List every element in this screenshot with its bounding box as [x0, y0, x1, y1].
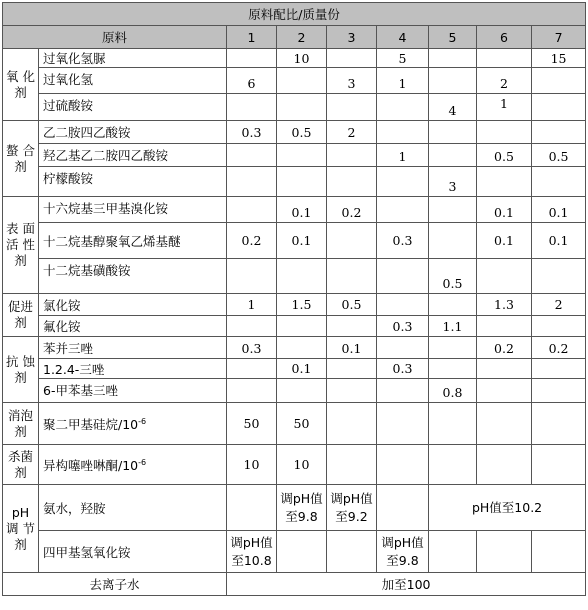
category-corrosion-inhibitor: 抗 蚀 剂 [3, 337, 39, 403]
cell-value: 0.3 [377, 316, 429, 337]
material-name: 柠檬酸铵 [39, 167, 227, 197]
cell-value: 0.8 [429, 379, 477, 403]
material-name: 过硫酸铵 [39, 94, 227, 121]
category-biocide: 杀菌 剂 [3, 445, 39, 485]
table-row [3, 485, 586, 531]
col-header-3: 3 [327, 26, 377, 49]
footer-row [3, 573, 586, 596]
category-ph-regulator: pH 调 节 剂 [3, 485, 39, 573]
cell-value: 0.5 [277, 121, 327, 144]
material-name [39, 403, 227, 445]
material-name: 氨水，羟胺 [39, 485, 227, 531]
cell-value: 0.3 [227, 121, 277, 144]
table-title: 原料配比/质量份 [3, 3, 586, 26]
table-row [3, 167, 586, 197]
material-name: 苯并三唑 [39, 337, 227, 359]
material-name: 十六烷基三甲基溴化铵 [39, 197, 227, 223]
material-header: 原料 [3, 26, 227, 49]
col-header-1: 1 [227, 26, 277, 49]
cell-value: 0.1 [277, 223, 327, 259]
cell-value: 50 [227, 403, 277, 445]
cell-value: 调pH值至10.8 [227, 531, 277, 573]
cell-value: 调pH值至9.2 [327, 485, 377, 531]
cell-value: 1 [377, 144, 429, 167]
formula-table [2, 2, 586, 596]
material-name: 过氧化氢脲 [39, 49, 227, 68]
category-oxidant: 氧 化 剂 [3, 49, 39, 121]
cell-value: 10 [227, 445, 277, 485]
material-name: 十二烷基磺酸铵 [39, 259, 227, 294]
material-name: 氯化铵 [39, 294, 227, 316]
material-name-text: 异构噻唑啉酮/10 [43, 457, 139, 473]
table-row [3, 337, 586, 359]
cell-value: 0.5 [327, 294, 377, 316]
column-header-row [3, 26, 586, 49]
cell-value: 0.1 [477, 223, 532, 259]
cell-value: 0.5 [429, 259, 477, 294]
title-row [3, 3, 586, 26]
table-row [3, 144, 586, 167]
cell-value: 调pH值至9.8 [377, 531, 429, 573]
footer-label: 去离子水 [3, 573, 227, 596]
cell-value: 0.1 [532, 197, 586, 223]
cell-value: 50 [277, 403, 327, 445]
col-header-7: 7 [532, 26, 586, 49]
cell-value: 0.3 [377, 223, 429, 259]
material-name: 十二烷基醇聚氧乙烯基醚 [39, 223, 227, 259]
category-promoter: 促进 剂 [3, 294, 39, 337]
table-row [3, 49, 586, 68]
col-header-2: 2 [277, 26, 327, 49]
cell-value: 0.1 [477, 197, 532, 223]
cell-value: 0.1 [277, 359, 327, 379]
table-row [3, 379, 586, 403]
cell-value: 1 [227, 294, 277, 316]
cell-value: 0.2 [327, 197, 377, 223]
cell-value: 0.1 [277, 197, 327, 223]
material-name: 1.2.4-三唑 [39, 359, 227, 379]
cell-value: 15 [532, 49, 586, 68]
exponent: -6 [138, 416, 147, 426]
cell-value: 0.5 [477, 144, 532, 167]
footer-value: 加至100 [227, 573, 586, 596]
table-row [3, 294, 586, 316]
cell-value: 1.1 [429, 316, 477, 337]
col-header-6: 6 [477, 26, 532, 49]
cell-value: 2 [327, 121, 377, 144]
cell-value: 0.3 [227, 337, 277, 359]
col-header-5: 5 [429, 26, 477, 49]
cell-value: 0.2 [227, 223, 277, 259]
table-row [3, 359, 586, 379]
cell-value: 6 [227, 68, 277, 94]
material-name: 6-甲苯基三唑 [39, 379, 227, 403]
table-row [3, 121, 586, 144]
table-row [3, 316, 586, 337]
material-name: 四甲基氢氧化铵 [39, 531, 227, 573]
material-name: 乙二胺四乙酸铵 [39, 121, 227, 144]
cell-value: pH值至10.2 [429, 485, 586, 531]
material-name-text: 聚二甲基硅烷/10 [43, 416, 139, 432]
category-chelating: 螯 合 剂 [3, 121, 39, 197]
cell-value: 3 [429, 167, 477, 197]
material-name: 羟乙基乙二胺四乙酸铵 [39, 144, 227, 167]
category-surfactant: 表 面 活 性 剂 [3, 197, 39, 294]
cell-value: 1 [377, 68, 429, 94]
table-row [3, 403, 586, 445]
material-name [39, 445, 227, 485]
cell-value: 2 [532, 294, 586, 316]
cell-value: 4 [429, 94, 477, 121]
cell-value: 10 [277, 445, 327, 485]
cell-value: 1.5 [277, 294, 327, 316]
cell-value: 0.2 [477, 337, 532, 359]
col-header-4: 4 [377, 26, 429, 49]
table-row [3, 259, 586, 294]
material-name: 过氧化氢 [39, 68, 227, 94]
table-row [3, 445, 586, 485]
cell-value: 0.3 [377, 359, 429, 379]
cell-value: 1.3 [477, 294, 532, 316]
cell-value: 0.1 [532, 223, 586, 259]
table-row [3, 68, 586, 94]
table-row [3, 94, 586, 121]
cell-value: 2 [477, 68, 532, 94]
cell-value: 0.2 [532, 337, 586, 359]
material-name: 氟化铵 [39, 316, 227, 337]
cell-value: 0.5 [532, 144, 586, 167]
cell-value: 3 [327, 68, 377, 94]
cell-value: 10 [277, 49, 327, 68]
table-row [3, 197, 586, 223]
cell-value: 1 [477, 94, 532, 121]
cell-value: 0.1 [327, 337, 377, 359]
category-defoamer: 消泡 剂 [3, 403, 39, 445]
table-row [3, 531, 586, 573]
cell-value: 5 [377, 49, 429, 68]
formula-table-wrapper [2, 2, 585, 596]
exponent: -6 [138, 457, 147, 467]
table-row [3, 223, 586, 259]
cell-value: 调pH值至9.8 [277, 485, 327, 531]
